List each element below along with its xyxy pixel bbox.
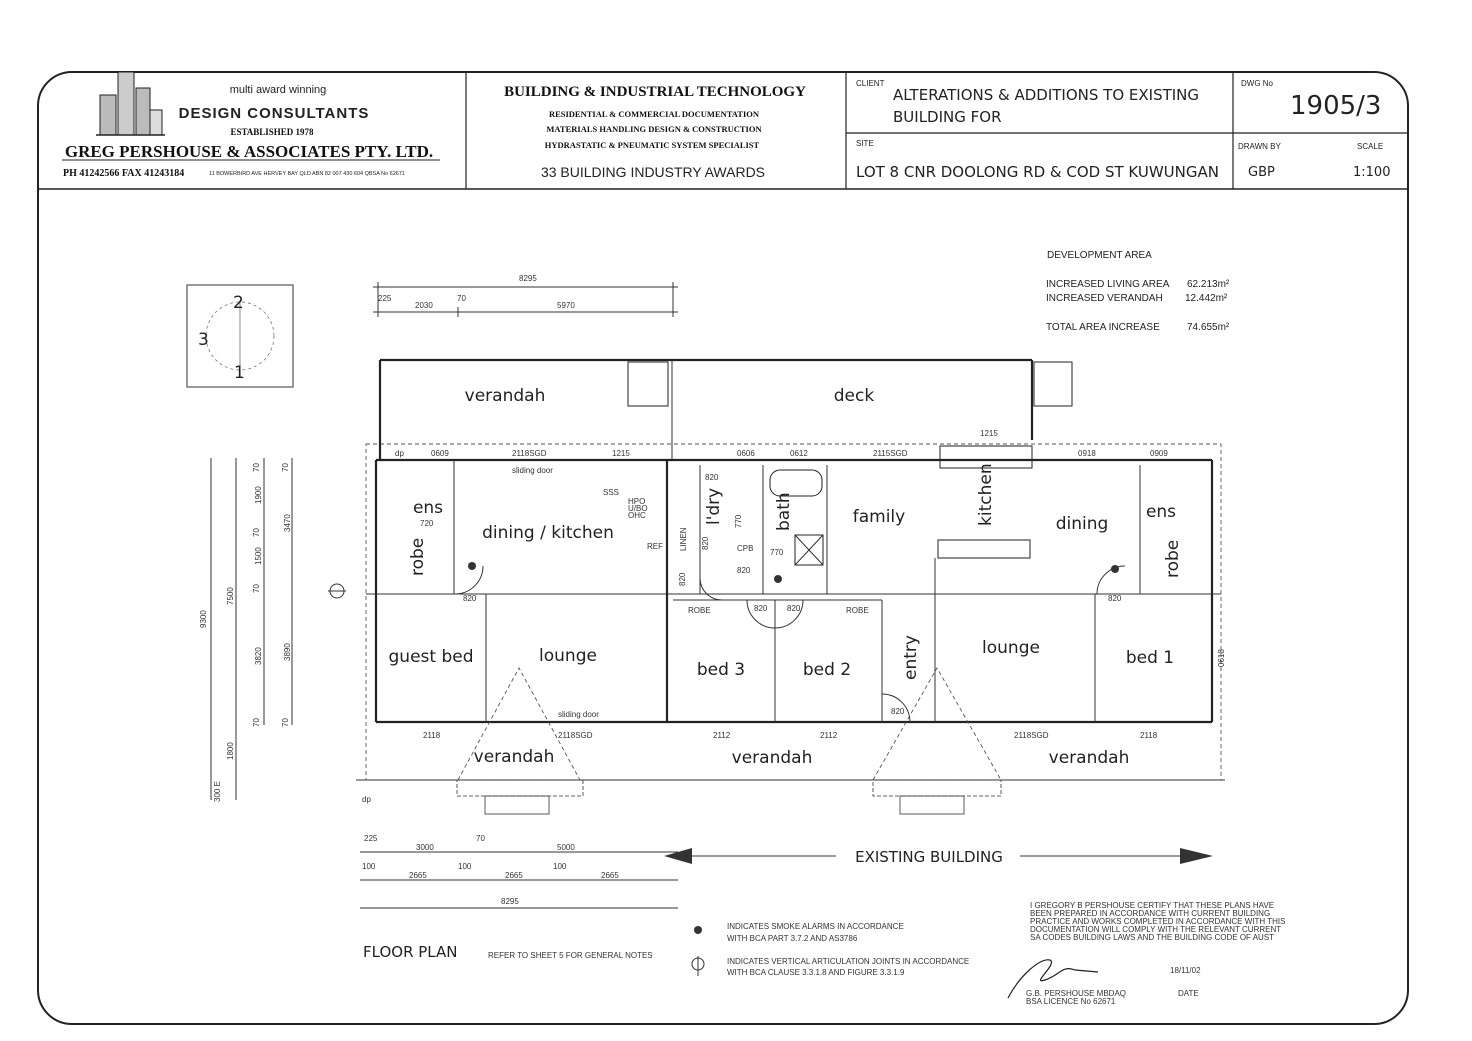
room-dining-kitchen: dining / kitchen <box>482 523 614 543</box>
window-0918: 0918 <box>1078 449 1096 458</box>
compass-1: 1 <box>234 363 245 383</box>
cert-licence: BSA LICENCE No 62671 <box>1026 997 1116 1006</box>
dim-70-c: 70 <box>252 584 261 593</box>
living-area-value: 62.213m² <box>1187 279 1230 290</box>
left-dimensions <box>199 458 292 802</box>
awards: 33 BUILDING INDUSTRY AWARDS <box>540 164 766 180</box>
phone-fax: PH 41242566 FAX 41243184 <box>63 168 185 179</box>
room-guest-bed: guest bed <box>388 647 474 667</box>
client-line-2: BUILDING FOR <box>893 108 1002 126</box>
cert-line-4: DOCUMENTATION WILL COMPLY WITH THE RELEVANT CURRENT <box>1030 925 1282 934</box>
window-2118sgd-top: 2118SGD <box>512 449 547 458</box>
dim-3890: 3890 <box>283 643 292 661</box>
room-dining: dining <box>1055 514 1109 534</box>
refer-note: REFER TO SHEET 5 FOR GENERAL NOTES <box>488 951 653 960</box>
label-ubo: U/BO <box>628 504 648 513</box>
dim-70-e: 70 <box>281 463 290 472</box>
label-sss: SSS <box>603 488 620 497</box>
existing-building-label: EXISTING BUILDING <box>855 848 1003 866</box>
label-ohc: OHC <box>628 511 646 520</box>
cert-date-value: 18/11/02 <box>1170 966 1201 975</box>
dim-70-a: 70 <box>252 463 261 472</box>
door-770-a: 770 <box>734 514 743 528</box>
verandah-area-label: INCREASED VERANDAH <box>1046 293 1163 304</box>
door-820-f: 820 <box>754 604 768 613</box>
label-cpb: CPB <box>737 544 754 553</box>
door-820-e: 820 <box>678 572 687 586</box>
floor-plan-title: FLOOR PLAN <box>363 943 458 961</box>
dim-b-225: 225 <box>364 834 378 843</box>
door-820-h: 820 <box>891 707 905 716</box>
drawn-by-label: DRAWN BY <box>1238 142 1281 151</box>
label-dp-bottom: dp <box>362 795 371 804</box>
dim-top-225: 225 <box>378 294 392 303</box>
window-2112-a: 2112 <box>713 731 731 740</box>
door-820-b: 820 <box>705 473 719 482</box>
bottom-dimensions <box>360 834 678 908</box>
dim-1800: 1800 <box>226 742 235 760</box>
dim-b-100-b: 100 <box>458 862 472 871</box>
dim-top-2030: 2030 <box>415 301 433 310</box>
sliding-door-top: sliding door <box>512 466 553 475</box>
room-ens-left: ens <box>412 498 444 518</box>
sheet-border <box>38 72 1408 1024</box>
dim-b-3000: 3000 <box>416 843 434 852</box>
window-2112-b: 2112 <box>820 731 838 740</box>
door-820-g: 820 <box>787 604 801 613</box>
room-kitchen: kitchen <box>976 463 996 526</box>
orientation-key <box>187 285 293 387</box>
client-line-1: ALTERATIONS & ADDITIONS TO EXISTING <box>893 86 1200 104</box>
window-0618: 0618 <box>1217 649 1226 667</box>
dim-7500: 7500 <box>226 587 235 605</box>
room-family: family <box>852 507 906 527</box>
window-2118-br: 2118 <box>1140 731 1158 740</box>
sliding-door-bottom: sliding door <box>558 710 599 719</box>
total-area-value: 74.655m² <box>1187 322 1230 333</box>
room-robe-left: robe <box>408 537 428 576</box>
legend-smoke-1: INDICATES SMOKE ALARMS IN ACCORDANCE <box>727 922 904 931</box>
scale-label: SCALE <box>1357 142 1384 151</box>
window-0606: 0606 <box>737 449 755 458</box>
legend-joint-2: WITH BCA CLAUSE 3.3.1.8 AND FIGURE 3.3.1.9 <box>727 968 905 977</box>
dim-3470: 3470 <box>283 514 292 532</box>
client-label: CLIENT <box>856 79 885 88</box>
established: ESTABLISHED 1978 <box>230 127 314 137</box>
tech-line-3: HYDRASTATIC & PNEUMATIC SYSTEM SPECIALIST <box>544 140 760 150</box>
top-dimensions <box>373 274 678 317</box>
dim-top-total: 8295 <box>519 274 537 283</box>
total-area-label: TOTAL AREA INCREASE <box>1046 322 1160 333</box>
window-2118sgd-br: 2118SGD <box>1014 731 1049 740</box>
drawn-by: GBP <box>1248 165 1275 180</box>
label-dp-top: dp <box>395 449 404 458</box>
door-820-i: 820 <box>1108 594 1122 603</box>
room-verandah-bottom-1: verandah <box>473 747 555 767</box>
room-deck: deck <box>833 386 875 406</box>
label-robe-bed3: ROBE <box>688 606 711 615</box>
company-address: 11 BOWERBIRD AVE HERVEY BAY QLD ABN 82 007 430 604 QBSA No 62671 <box>209 171 405 177</box>
label-robe-bed2: ROBE <box>846 606 869 615</box>
dim-b-100-a: 100 <box>362 862 376 871</box>
room-bath: bath <box>774 492 794 531</box>
dim-9300: 9300 <box>199 610 208 628</box>
door-720: 720 <box>420 519 434 528</box>
dim-b-2665-c: 2665 <box>601 871 619 880</box>
cert-name: G.B. PERSHOUSE MBDAQ <box>1026 989 1127 998</box>
room-verandah-bottom-2: verandah <box>731 748 813 768</box>
company-tagline: multi award winning <box>229 84 327 96</box>
dim-300e: 300 E <box>213 781 222 802</box>
door-820-c: 820 <box>701 536 710 550</box>
label-hpo: HPO <box>628 497 646 506</box>
window-0612: 0612 <box>790 449 808 458</box>
tech-line-1: RESIDENTIAL & COMMERCIAL DOCUMENTATION <box>548 109 760 119</box>
dim-top-70: 70 <box>457 294 466 303</box>
label-ref: REF <box>647 542 663 551</box>
building-walls <box>328 360 1225 814</box>
window-0609: 0609 <box>431 449 449 458</box>
room-ens-right: ens <box>1145 502 1177 522</box>
room-bed-2: bed 2 <box>802 660 852 680</box>
cert-line-5: SA CODES BUILDING LAWS AND THE BUILDING CODE OF AUST <box>1030 933 1275 942</box>
room-bed-1: bed 1 <box>1125 648 1175 668</box>
dim-b-total: 8295 <box>501 897 519 906</box>
room-entry: entry <box>901 635 921 680</box>
window-1215-kitchen: 1215 <box>980 429 998 438</box>
dim-b-100-c: 100 <box>553 862 567 871</box>
cert-line-1: I GREGORY B PERSHOUSE CERTIFY THAT THESE PLANS HAVE <box>1030 901 1275 910</box>
development-area-table <box>1046 250 1230 333</box>
room-verandah-bottom-3: verandah <box>1048 748 1130 768</box>
company-name: DESIGN CONSULTANTS <box>178 105 370 122</box>
cert-line-3: PRACTICE AND WORKS COMPLETED IN ACCORDANCE WITH THIS <box>1030 917 1286 926</box>
tech-title: BUILDING & INDUSTRIAL TECHNOLOGY <box>504 84 806 100</box>
legend-smoke-2: WITH BCA PART 3.7.2 AND AS3786 <box>727 934 858 943</box>
door-820-a: 820 <box>463 594 477 603</box>
site-label: SITE <box>856 139 874 148</box>
drawing-number: 1905/3 <box>1290 91 1382 121</box>
cert-line-2: BEEN PREPARED IN ACCORDANCE WITH CURRENT BUILDING <box>1030 909 1271 918</box>
legend-joint-1: INDICATES VERTICAL ARTICULATION JOINTS IN ACCORDANCE <box>727 957 970 966</box>
dim-b-2665-b: 2665 <box>505 871 523 880</box>
dim-70-d: 70 <box>252 718 261 727</box>
scale: 1:100 <box>1353 165 1391 180</box>
verandah-area-value: 12.442m² <box>1185 293 1228 304</box>
company-logo <box>96 72 165 135</box>
compass-3: 3 <box>198 330 209 350</box>
dim-top-5970: 5970 <box>557 301 575 310</box>
room-lounge-left: lounge <box>539 646 597 666</box>
site-address: LOT 8 CNR DOOLONG RD & COD ST KUWUNGAN <box>856 163 1219 181</box>
drawing-number-label: DWG No <box>1241 79 1273 88</box>
dim-3820: 3820 <box>254 647 263 665</box>
window-1215-left: 1215 <box>612 449 630 458</box>
dim-b-70: 70 <box>476 834 485 843</box>
window-2118sgd-b: 2118SGD <box>558 731 593 740</box>
living-area-label: INCREASED LIVING AREA <box>1046 279 1170 290</box>
window-2118-bl: 2118 <box>423 731 441 740</box>
legend <box>692 922 969 977</box>
window-0909: 0909 <box>1150 449 1168 458</box>
window-2115sgd: 2115SGD <box>873 449 908 458</box>
cert-date-label: DATE <box>1178 989 1199 998</box>
company-full-name: GREG PERSHOUSE & ASSOCIATES PTY. LTD. <box>64 142 434 161</box>
room-bed-3: bed 3 <box>696 660 746 680</box>
dim-70-b: 70 <box>252 528 261 537</box>
existing-building-arrow <box>664 848 1213 866</box>
tech-line-2: MATERIALS HANDLING DESIGN & CONSTRUCTION <box>546 124 762 134</box>
door-820-d: 820 <box>737 566 751 575</box>
dim-b-2665-a: 2665 <box>409 871 427 880</box>
dim-70-f: 70 <box>281 718 290 727</box>
smoke-alarm-icon <box>694 926 702 934</box>
compass-2: 2 <box>233 293 244 313</box>
room-verandah-top: verandah <box>464 386 546 406</box>
door-770-b: 770 <box>770 548 784 557</box>
development-area-heading: DEVELOPMENT AREA <box>1047 250 1152 261</box>
dim-1500: 1500 <box>254 547 263 565</box>
room-robe-right: robe <box>1163 539 1183 578</box>
label-linen: LINEN <box>679 527 688 551</box>
certification-block <box>1008 901 1285 1006</box>
dim-1900: 1900 <box>254 486 263 504</box>
room-laundry: l'dry <box>704 487 724 525</box>
room-lounge-right: lounge <box>982 638 1040 658</box>
dim-b-5000: 5000 <box>557 843 575 852</box>
